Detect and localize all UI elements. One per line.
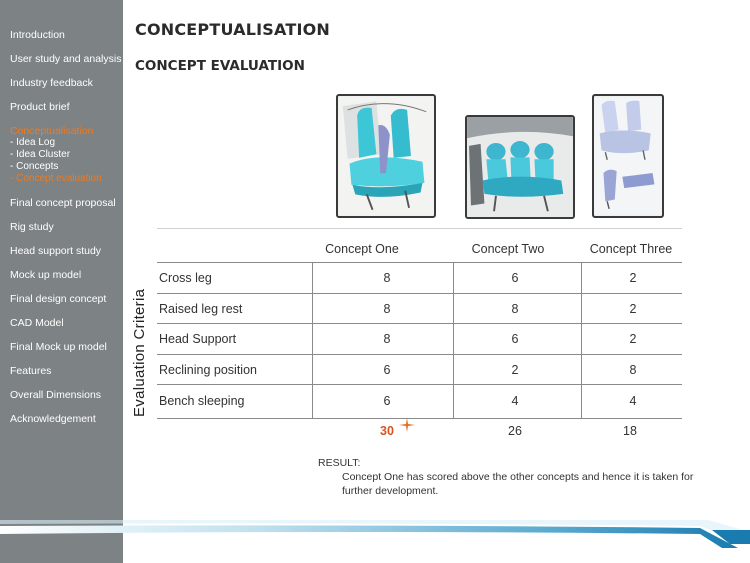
score-cell: 8 [383,332,391,346]
table-row-divider [157,418,682,419]
column-header-concept-one: Concept One [325,242,399,256]
score-cell: 2 [511,363,519,377]
nav-item-conceptualisation[interactable]: Conceptualisation [10,125,94,137]
table-row-divider [157,262,682,263]
nav-sub-idea-cluster[interactable]: - Idea Cluster [10,149,71,160]
criterion-bench-sleeping: Bench sleeping [159,394,245,408]
score-cell: 2 [629,332,637,346]
nav-item-features[interactable]: Features [10,365,52,377]
score-cell: 2 [629,271,637,285]
score-cell: 6 [511,271,519,285]
nav-item-cad-model[interactable]: CAD Model [10,317,64,329]
criterion-raised-leg-rest: Raised leg rest [159,302,243,316]
score-cell: 4 [629,394,637,408]
score-cell: 8 [511,302,519,316]
nav-item-rig-study[interactable]: Rig study [10,221,54,233]
result-block [318,456,718,498]
score-cell: 8 [629,363,637,377]
seat-sketch-concept-three-icon [594,96,662,216]
concept-one-image [336,94,436,218]
score-cell: 8 [383,302,391,316]
table-row-divider [157,293,682,294]
star-spark-icon [399,418,415,432]
nav-item-final-concept-proposal[interactable]: Final concept proposal [10,197,116,209]
nav-item-overall-dimensions[interactable]: Overall Dimensions [10,389,102,401]
score-cell: 6 [383,394,391,408]
table-row-divider [157,354,682,355]
table-row-divider [157,323,682,324]
score-cell: 4 [511,394,519,408]
nav-item-user-study[interactable]: User study and analysis [10,53,122,65]
concept-three-image [592,94,664,218]
total-score-concept-two: 26 [508,424,522,438]
nav-item-introduction[interactable]: Introduction [10,29,65,41]
section-title: CONCEPT EVALUATION [135,58,305,74]
criterion-reclining-position: Reclining position [159,363,257,377]
criterion-cross-leg: Cross leg [159,271,212,285]
nav-item-final-design-concept[interactable]: Final design concept [10,293,107,305]
nav-sub-idea-log[interactable]: - Idea Log [10,137,56,148]
sidebar-nav [0,0,123,563]
score-cell: 6 [383,363,391,377]
seat-sketch-concept-one-icon [338,96,434,216]
score-cell: 2 [629,302,637,316]
score-cell: 6 [511,332,519,346]
nav-sub-concept-evaluation[interactable]: - Concept evaluation [10,173,102,184]
result-text: Concept One has scored above the other concepts and hence it is taken for further development. [342,471,694,497]
result-heading: RESULT: [318,457,361,469]
nav-item-final-mock-up-model[interactable]: Final Mock up model [10,341,107,353]
table-top-divider [157,228,682,229]
evaluation-criteria-label: Evaluation Criteria [131,288,148,417]
table-column-divider [312,262,313,418]
column-header-concept-three: Concept Three [589,242,673,256]
table-column-divider [453,262,454,418]
seat-sketch-concept-two-icon [467,117,573,217]
criterion-head-support: Head Support [159,332,237,346]
column-header-concept-two: Concept Two [471,242,545,256]
total-score-concept-one: 30 [380,424,394,438]
nav-item-mock-up-model[interactable]: Mock up model [10,269,82,281]
nav-sub-concepts[interactable]: - Concepts [10,161,59,172]
nav-item-industry-feedback[interactable]: Industry feedback [10,77,93,89]
page-title: CONCEPTUALISATION [135,20,331,39]
score-cell: 8 [383,271,391,285]
table-column-divider [581,262,582,418]
concept-two-image [465,115,575,219]
footer-swoosh [0,520,750,563]
nav-item-head-support-study[interactable]: Head support study [10,245,102,257]
nav-item-product-brief[interactable]: Product brief [10,101,70,113]
table-row-divider [157,384,682,385]
nav-item-acknowledgement[interactable]: Acknowledgement [10,413,96,425]
total-score-concept-three: 18 [623,424,637,438]
